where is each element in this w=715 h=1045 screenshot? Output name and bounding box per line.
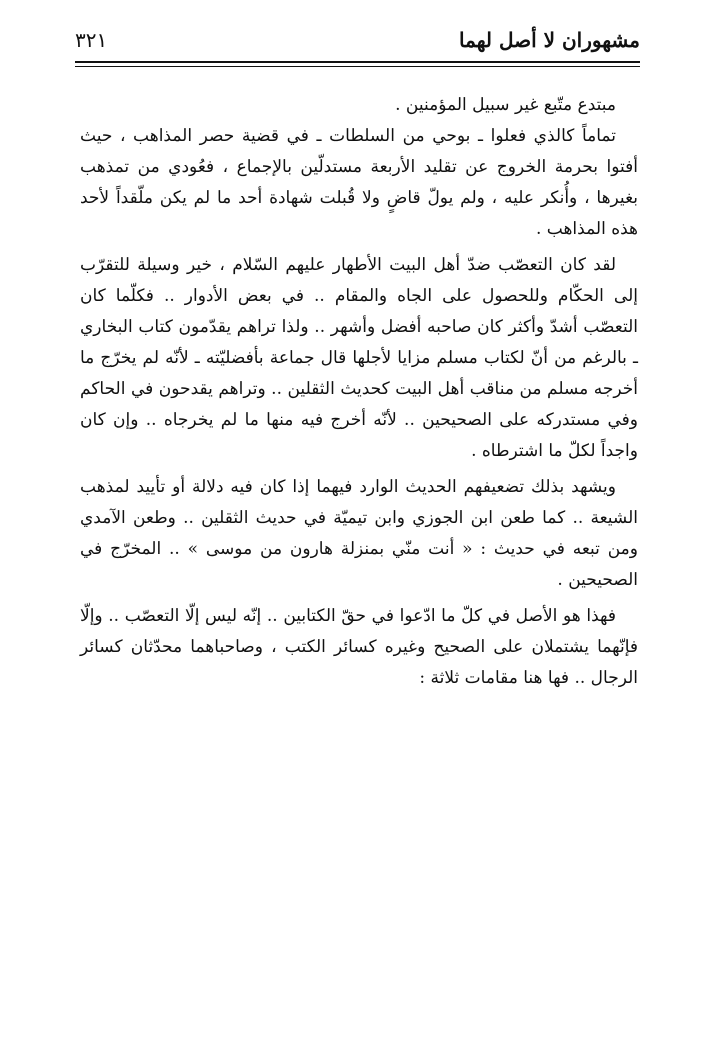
running-header [75,28,640,60]
header-rule-thin [75,66,640,67]
paragraph: ويشهد بذلك تضعيفهم الحديث الوارد فيهما إذا كان فيه دلالة أو تأييد لمذهب الشيعة .. كما طعن ابن الجوزي وابن تيميّة في حديث الثقلين .. وطعن الآمدي ومن تبعه في حديث : « أنت منّي بمنزلة هارون من موسى » .. المخرّج في الصحيحين . [80,477,638,590]
paragraph: لقد كان التعصّب ضدّ أهل البيت الأطهار عليهم السّلام ، خير وسيلة للتقرّب إلى الحكّام وللحصول على الجاه والمقام .. في بعض الأدوار .. فكلّما كان التعصّب أشدّ وأكثر كان صاحبه أفضل وأشهر .. ولذا تراهم يقدّمون كتاب البخاري ـ بالرغم من أنّ لكتاب مسلم مزايا لأجلها قال جماعة بأفضليّته ـ لأنّه لم يخرّج ما أخرجه مسلم من مناقب أهل البيت كحديث الثقلين .. وتراهم يقدحون في الحاكم وفي مستدركه على الصحيحين .. لأنّه أخرج فيه منها ما لم يخرجاه .. وإن كان واجداً لكلّ ما اشترطاه . [80,255,638,461]
body-text [80,90,638,694]
paragraph: فهذا هو الأصل في كلّ ما ادّعوا في حقّ الكتابين .. إنّه ليس إلّا التعصّب .. وإلّا فإنّهما يشتملان على الصحيح وغيره كسائر الكتب ، وصاحباهما محدّثان كسائر الرجال .. فها هنا مقامات ثلاثة : [80,606,638,688]
paragraph: مبتدع متّبع غير سبيل المؤمنين . [395,95,616,115]
page-number: ٣٢١ [75,28,108,52]
running-title: مشهوران لا أصل لهما [459,28,640,52]
paragraph: تماماً كالذي فعلوا ـ بوحي من السلطات ـ في قضية حصر المذاهب ، حيث أفتوا بحرمة الخروج عن تقليد الأربعة مستدلّين بالإجماع ، فعُودي من تمذهب بغيرها ، وأُنكر عليه ، ولم يولّ قاضٍ ولا قُبلت شهادة أحد ما لم يكن ملّقداً لأحد هذه المذاهب . [80,126,638,239]
header-rule-thick [75,61,640,63]
